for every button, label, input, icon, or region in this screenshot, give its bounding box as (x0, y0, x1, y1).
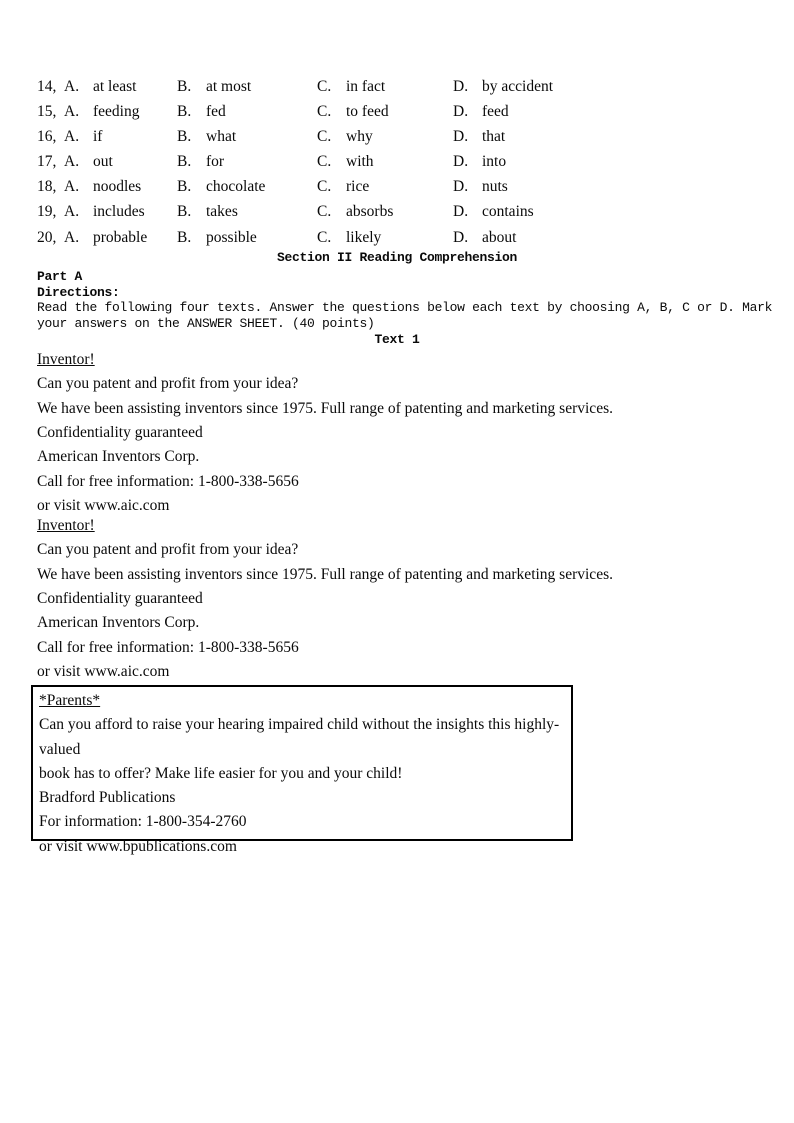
option-letter-b: B. (177, 103, 192, 121)
option-d (453, 99, 509, 124)
option-text-d: about (482, 228, 517, 246)
ad-heading: Inventor! (37, 351, 95, 368)
option-c (317, 174, 369, 199)
option-b (177, 124, 236, 149)
option-d (453, 149, 506, 174)
option-text-c: rice (346, 178, 370, 196)
ad-line: Confidentiality guaranteed (37, 424, 203, 442)
option-d (453, 199, 534, 224)
option-text-d: into (482, 153, 507, 171)
option-text-b: takes (206, 203, 238, 221)
cloze-options-list (37, 74, 767, 250)
part-a-label: Part A (37, 269, 83, 284)
option-c (317, 124, 373, 149)
option-text-c: in fact (346, 78, 386, 95)
question-row-14 (37, 74, 767, 99)
parents-heading: *Parents* (39, 692, 101, 709)
directions-line-2: your answers on the ANSWER SHEET. (40 points) (37, 315, 375, 331)
option-letter-b: B. (177, 178, 192, 196)
option-text-c: to feed (346, 103, 389, 121)
inventor-ad-1 (37, 348, 613, 518)
directions-label: Directions: (37, 284, 120, 300)
option-letter-a: A. (64, 228, 80, 246)
option-d (453, 124, 505, 149)
option-c (317, 149, 374, 174)
text-1-heading: Text 1 (374, 332, 420, 347)
option-c (317, 225, 381, 250)
option-letter-b: B. (177, 203, 192, 221)
option-text-b: what (206, 128, 237, 146)
option-c (317, 99, 389, 124)
question-number: 18, (37, 178, 57, 196)
ad-line: Can you patent and profit from your idea? (37, 375, 299, 393)
option-letter-c: C. (317, 228, 332, 246)
ad-line: American Inventors Corp. (37, 614, 200, 632)
question-row-19 (37, 199, 767, 224)
question-row-16 (37, 124, 767, 149)
ad-heading: Inventor! (37, 517, 95, 534)
question-number: 20, (37, 228, 57, 246)
parents-line: book has to offer? Make life easier for you and your child! (39, 764, 403, 782)
option-letter-a: A. (64, 128, 80, 146)
question-number: 17, (37, 153, 57, 171)
option-letter-d: D. (453, 203, 469, 221)
option-letter-b: B. (177, 128, 192, 146)
option-text-a: includes (93, 203, 145, 221)
option-letter-c: C. (317, 203, 332, 221)
option-text-b: possible (206, 228, 257, 246)
option-letter-a: A. (64, 178, 80, 196)
directions-block (37, 269, 772, 331)
option-letter-b: B. (177, 78, 192, 95)
option-d (453, 225, 516, 250)
option-b (177, 174, 265, 199)
option-text-a: feeding (93, 103, 140, 121)
inventor-ad-2 (37, 514, 613, 684)
option-letter-a: A. (64, 78, 80, 95)
option-letter-c: C. (317, 178, 332, 196)
option-text-d: feed (482, 103, 509, 121)
option-text-c: with (346, 153, 374, 171)
ad-line: American Inventors Corp. (37, 448, 200, 466)
option-letter-d: D. (453, 128, 469, 146)
option-letter-b: B. (177, 228, 192, 246)
option-letter-b: B. (177, 153, 192, 171)
option-a (64, 174, 141, 199)
option-d (453, 174, 508, 199)
directions-line-1: Read the following four texts. Answer the questions below each text by choosing A, B, C or D. Mark (37, 300, 773, 316)
option-text-b: fed (206, 103, 226, 121)
option-a (64, 199, 145, 224)
option-letter-d: D. (453, 228, 469, 246)
parents-line: Bradford Publications (39, 789, 176, 807)
option-b (177, 74, 251, 99)
option-letter-d: D. (453, 78, 469, 95)
question-row-18 (37, 174, 767, 199)
option-text-b: chocolate (206, 178, 266, 196)
option-letter-a: A. (64, 203, 80, 221)
option-letter-a: A. (64, 153, 80, 171)
ad-line: or visit www.aic.com (37, 663, 170, 681)
option-text-d: nuts (482, 178, 508, 196)
option-b (177, 99, 226, 124)
parents-line: For information: 1-800-354-2760 (39, 813, 247, 831)
option-b (177, 149, 224, 174)
ad-line: or visit www.aic.com (37, 497, 170, 515)
option-a (64, 74, 136, 99)
option-letter-c: C. (317, 103, 332, 121)
option-text-a: noodles (93, 178, 142, 196)
ad-line: Call for free information: 1-800-338-5656 (37, 638, 299, 656)
ad-line: We have been assisting inventors since 1975. Full range of patenting and marketing services. (37, 565, 613, 583)
option-text-a: at least (93, 78, 137, 95)
question-number: 19, (37, 203, 57, 221)
option-a (64, 149, 113, 174)
ad-line: We have been assisting inventors since 1975. Full range of patenting and marketing services. (37, 399, 613, 417)
ad-line: Confidentiality guaranteed (37, 590, 203, 608)
option-a (64, 225, 147, 250)
question-row-17 (37, 149, 767, 174)
option-text-a: if (93, 128, 103, 146)
option-text-d: contains (482, 203, 534, 221)
option-c (317, 74, 385, 99)
option-a (64, 99, 139, 124)
ad-line: Call for free information: 1-800-338-5656 (37, 472, 299, 490)
option-text-c: why (346, 128, 373, 146)
option-b (177, 225, 257, 250)
question-number: 14, (37, 78, 57, 95)
question-row-20 (37, 225, 767, 250)
option-letter-c: C. (317, 128, 332, 146)
option-text-a: probable (93, 228, 148, 246)
option-b (177, 199, 238, 224)
option-d (453, 74, 553, 99)
parents-ad-box (31, 685, 573, 855)
option-letter-a: A. (64, 103, 80, 121)
question-number: 16, (37, 128, 57, 146)
option-letter-c: C. (317, 78, 332, 95)
option-text-c: absorbs (346, 203, 394, 221)
option-letter-d: D. (453, 178, 469, 196)
option-letter-d: D. (453, 153, 469, 171)
option-text-c: likely (346, 228, 382, 246)
option-c (317, 199, 393, 224)
parents-line: Can you afford to raise your hearing impaired child without the insights this highly-valued (39, 716, 560, 758)
option-text-d: that (482, 128, 506, 146)
ad-line: Can you patent and profit from your idea? (37, 541, 299, 559)
option-letter-d: D. (453, 103, 469, 121)
option-a (64, 124, 102, 149)
option-text-d: by accident (482, 78, 554, 95)
question-number: 15, (37, 103, 57, 121)
option-text-b: at most (206, 78, 252, 95)
option-text-b: for (206, 153, 225, 171)
parents-line: or visit www.bpublications.com (39, 837, 237, 855)
section-heading: Section II Reading Comprehension (276, 250, 518, 265)
question-row-15 (37, 99, 767, 124)
option-text-a: out (93, 153, 113, 171)
option-letter-c: C. (317, 153, 332, 171)
